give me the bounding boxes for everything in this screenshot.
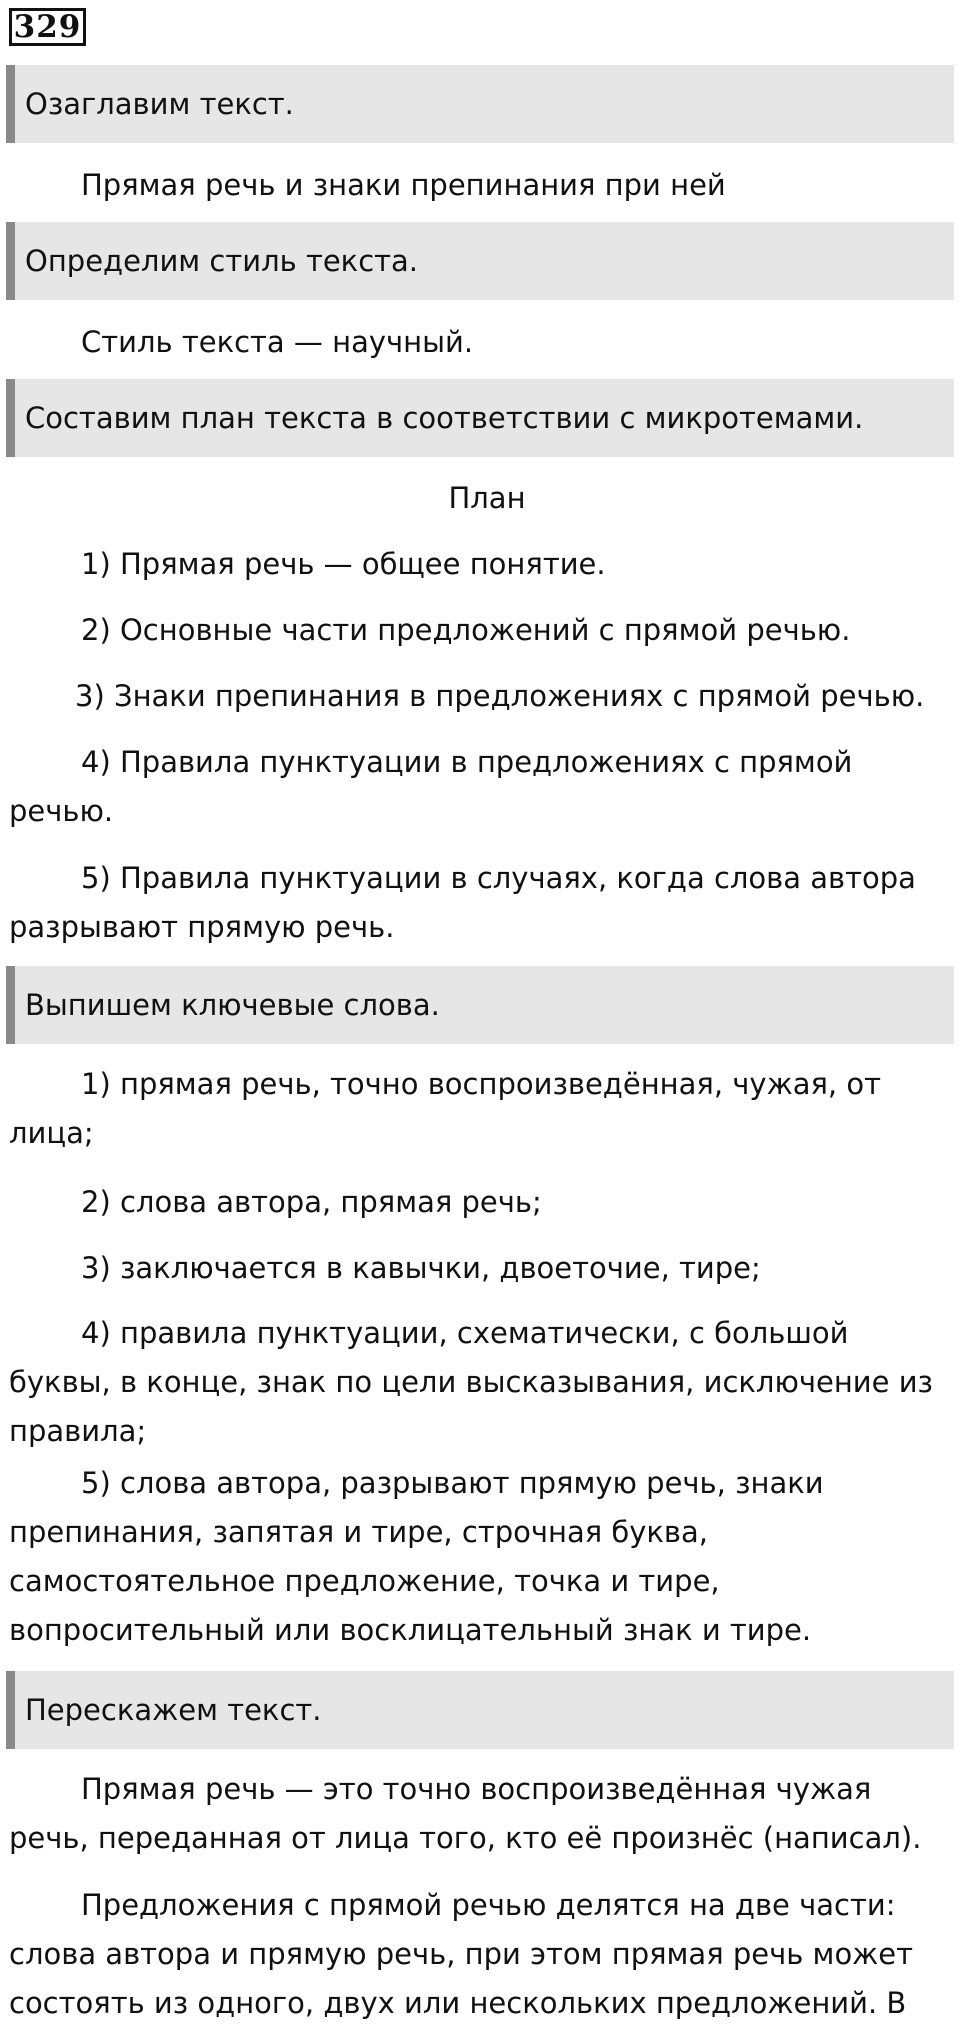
section-heading-title: Озаглавим текст. [6, 65, 954, 143]
plan-title: План [448, 481, 526, 515]
keywords-item-4: 4) правила пунктуации, схематически, с большой буквы, в конце, знак по цели высказывания, исключение из правила; [9, 1316, 933, 1448]
section-heading-retell: Перескажем текст. [6, 1671, 954, 1749]
keywords-item-3: 3) заключается в кавычки, двоеточие, тире; [81, 1251, 761, 1285]
exercise-number: 329 [9, 8, 86, 46]
plan-item-1: 1) Прямая речь — общее понятие. [81, 547, 606, 581]
answer-title: Прямая речь и знаки препинания при ней [81, 168, 726, 202]
plan-item-4: 4) Правила пунктуации в предложениях с прямой речью. [9, 745, 853, 828]
section-heading-plan: Составим план текста в соответствии с микротемами. [6, 379, 954, 457]
keywords-item-5: 5) слова автора, разрывают прямую речь, знаки препинания, запятая и тире, строчная буква, самостоятельное предложение, точка и тире, вопросительный или восклицательный знак и тире. [9, 1466, 824, 1647]
plan-item-2: 2) Основные части предложений с прямой речью. [81, 613, 851, 647]
keywords-item-2: 2) слова автора, прямая речь; [81, 1185, 542, 1219]
plan-item-3: 3) Знаки препинания в предложениях с прямой речью. [75, 679, 925, 713]
keywords-item-1: 1) прямая речь, точно воспроизведённая, чужая, от лица; [9, 1067, 881, 1150]
retell-paragraph-1: Прямая речь — это точно воспроизведённая чужая речь, переданная от лица того, кто её произнёс (написал). [9, 1772, 922, 1855]
answer-style: Стиль текста — научный. [81, 325, 474, 359]
section-heading-style: Определим стиль текста. [6, 222, 954, 300]
retell-paragraph-2: Предложения с прямой речью делятся на две части: слова автора и прямую речь, при этом прямая речь может состоять из одного, двух или нескольких предложений. В [9, 1888, 914, 2020]
section-heading-keywords: Выпишем ключевые слова. [6, 966, 954, 1044]
plan-item-5: 5) Правила пунктуации в случаях, когда слова автора разрывают прямую речь. [9, 861, 916, 944]
